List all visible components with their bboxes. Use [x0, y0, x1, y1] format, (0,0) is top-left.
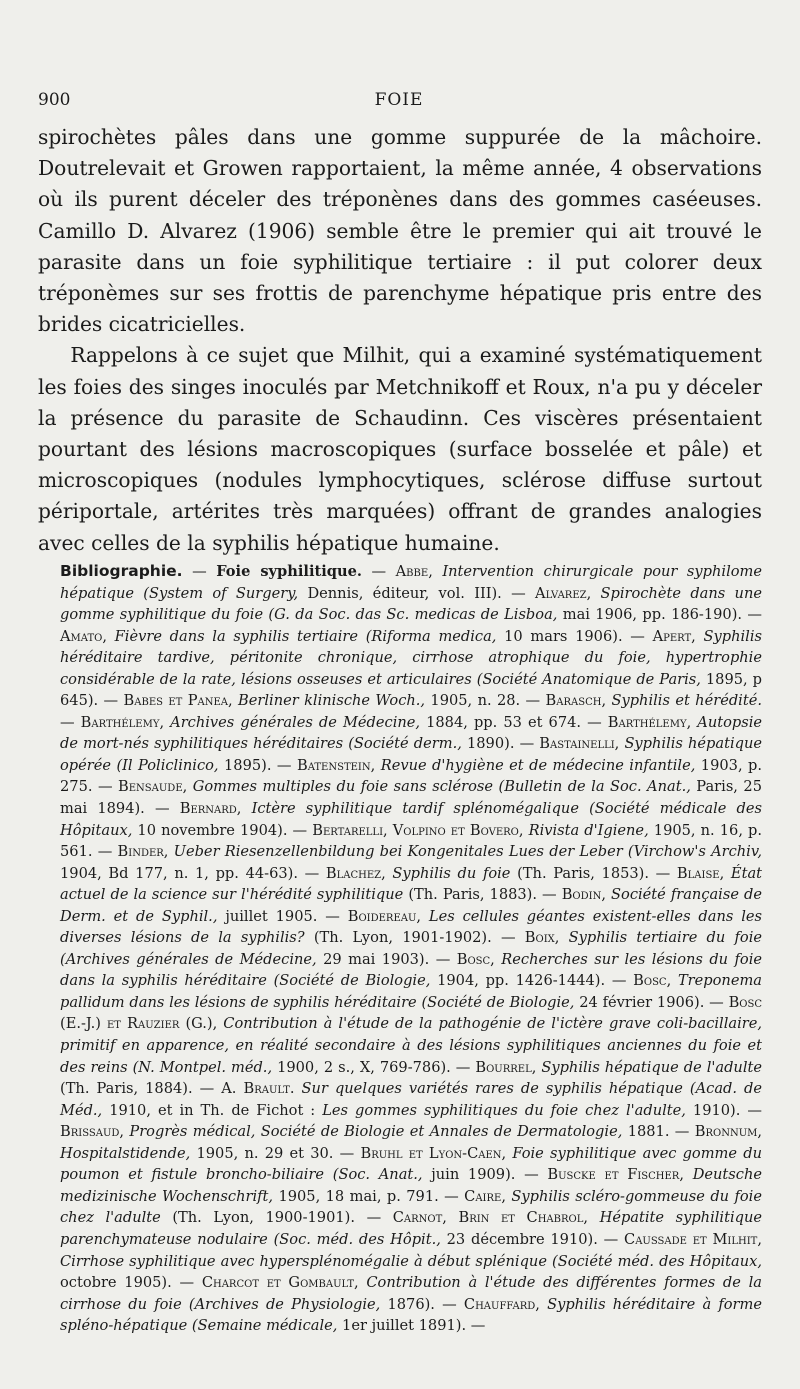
- entry-title: Syphilis héréditaire tardive, péritonite chronique, cirrhose atrophique du foie, hypertrophie considérable de la rate, lésions osseuses et articulaires (Société Anatomique de Paris,: [60, 627, 762, 688]
- entry-author: A. Brault: [221, 1080, 290, 1098]
- entry-separator: ,: [614, 735, 625, 753]
- entry-separator: ,: [757, 1123, 763, 1141]
- entry-author: Bosc: [456, 950, 491, 968]
- entry-separator: ,: [686, 713, 698, 731]
- entry-title: Gommes multiples du foie sans sclérose (Bulletin de la Soc. Anat.,: [192, 778, 691, 796]
- entry-title: Archives générales de Médecine,: [170, 713, 421, 731]
- entry-details: 1876). —: [380, 1295, 464, 1313]
- entry-title: Syphilis hépatique opérée (Il Policlinico,: [60, 735, 763, 774]
- entry-title: Hospitalstidende,: [60, 1144, 191, 1162]
- entry-title: Ictère syphilitique tardif splénomégalique (Société médicale des Hôpitaux,: [60, 800, 762, 839]
- entry-author: Batenstein: [296, 756, 371, 774]
- entry-title: Autopsie de mort-nés syphilitiques héréditaires (Société derm.,: [60, 713, 763, 753]
- entry-title: Treponema pallidum dans les lésions de syphilis héréditaire (Société de Biologie,: [60, 972, 763, 1011]
- entry-separator: ,: [691, 627, 704, 645]
- entry-title: État actuel de la science sur l'hérédité syphilitique: [60, 864, 763, 904]
- entry-details: 1903, p. 275. —: [60, 756, 763, 796]
- entry-separator: ,: [757, 1230, 762, 1248]
- paragraph: spirochètes pâles dans une gomme suppurée de la mâchoire. Doutrelevait et Growen rapportaient, la même année, 4 observations où ils purent déceler des tréponènes dans des gommes caséeuses. Camillo D. Alvarez (1906) semble être le premier qui ait trouvé le parasite dans un foie syphilitique tertiaire : il put colorer deux tréponèmes sur ses frottis de parenchyme hépatique pris entre des brides cicatricielles.: [38, 125, 762, 337]
- entry-details: 1890). —: [461, 735, 540, 753]
- entry-separator: ,: [719, 864, 731, 882]
- entry-separator: ,: [370, 756, 381, 774]
- entry-separator: ,: [416, 907, 429, 925]
- entry-author: Boix: [524, 929, 555, 947]
- entry-details: 10 novembre 1904). —: [132, 821, 313, 839]
- entry-details: 1884, pp. 53 et 674. —: [420, 713, 608, 731]
- page-header: [38, 90, 760, 114]
- bibliography-entry: [81, 714, 608, 731]
- entry-details: (Th. Lyon, 1900-1901). —: [160, 1209, 393, 1227]
- entry-title: Syphilis du foie: [392, 864, 511, 882]
- entry-author: Bastainelli: [539, 735, 615, 753]
- entry-separator: ,: [428, 563, 443, 580]
- entry-author: Bosc (E.-J.) et Rauzier (G.): [60, 993, 762, 1033]
- entry-separator: ,: [586, 584, 601, 602]
- entry-separator: ,: [535, 1295, 548, 1313]
- entry-separator: ,: [679, 1166, 693, 1184]
- entry-details: 1881. —: [622, 1123, 695, 1141]
- entry-author: Bensaude: [118, 778, 183, 796]
- entry-author: Barasch: [545, 692, 602, 710]
- entry-separator: ,: [159, 713, 171, 731]
- entry-details: Paris, 25 mai 1894). —: [60, 778, 762, 818]
- bibliography-entry: [60, 628, 653, 645]
- entry-separator: ,: [531, 1058, 542, 1076]
- entry-author: Alvarez: [535, 584, 587, 602]
- entry-separator: ,: [601, 886, 612, 904]
- entry-author: Bertarelli, Volpino et Bovero: [312, 821, 519, 839]
- entry-title: Revue d'hygiène et de médecine infantile,: [380, 756, 696, 774]
- entry-details: mai 1906, pp. 186-190). —: [557, 606, 762, 624]
- entry-details: —: [60, 713, 81, 731]
- entry-details: (Th. Paris, 1884). —: [60, 1080, 222, 1098]
- entry-separator: ,: [554, 929, 569, 947]
- entry-title: Syphilis scléro-gommeuse du foie chez l'adulte: [60, 1187, 762, 1227]
- entry-title: Hépatite syphilitique parenchymateuse nodulaire (Soc. méd. des Hôpit.,: [60, 1209, 762, 1248]
- entry-author: Bernard: [179, 800, 237, 818]
- running-head: FOIE: [374, 90, 424, 110]
- entry-author: Amato: [60, 627, 103, 645]
- entry-details: (Th. Paris, 1883). —: [403, 886, 562, 904]
- entry-separator: ,: [228, 692, 239, 710]
- entry-author: Blaise: [676, 864, 720, 882]
- entry-details: 1905, 18 mai, p. 791. —: [273, 1187, 465, 1205]
- entry-details: 1895). —: [218, 756, 297, 774]
- entry-details: 1895, p 645). —: [60, 670, 762, 710]
- entry-title: Syphilis hépatique de l'adulte: [541, 1058, 763, 1076]
- entry-title: Fièvre dans la syphilis tertiaire (Riforma medica,: [114, 627, 497, 645]
- entry-title: Recherches sur les lésions du foie dans la syphilis héréditaire (Société de Biologie,: [60, 950, 763, 990]
- entry-details: Dennis, éditeur, vol. III). —: [298, 584, 536, 602]
- entry-author: Brissaud: [60, 1123, 120, 1141]
- entry-author: Barthélemy: [607, 713, 687, 731]
- entry-separator: ,: [666, 972, 678, 990]
- entry-separator: ,: [583, 1209, 600, 1227]
- entry-title: Sur quelques variétés rares de syphilis hépatique (Acad. de Méd.,: [60, 1080, 763, 1119]
- entry-separator: ,: [163, 843, 174, 861]
- entry-details: 1910, et in Th. de Fichot :: [102, 1101, 323, 1119]
- body-text: [38, 122, 762, 559]
- entry-author: Blachez: [325, 864, 382, 882]
- entry-separator: ,: [501, 1187, 512, 1205]
- bibliography-entry: [322, 1102, 762, 1119]
- entry-details: 1904, Bd 177, n. 1, pp. 44-63). —: [60, 864, 326, 882]
- entry-author: Bourrel: [475, 1058, 532, 1076]
- entry-author: Carnot, Brin et Chabrol: [392, 1209, 584, 1227]
- entry-details: (Th. Paris, 1853). —: [510, 864, 677, 882]
- entry-title: Berliner klinische Woch.,: [238, 692, 426, 710]
- entry-title: Foie syphilitique avec gomme du poumon et fistule broncho-biliaire (Soc. Anat.,: [60, 1144, 762, 1184]
- entry-details: juillet 1905. —: [217, 907, 348, 925]
- entry-separator: ,: [518, 821, 529, 839]
- entry-separator: ,: [490, 950, 502, 968]
- entry-title: Syphilis tertiaire du foie (Archives générales de Médecine,: [60, 929, 762, 968]
- entry-author: Binder: [117, 843, 164, 861]
- bibliography-paragraph: Bibliographie. — Foie syphilitique. — Abbe, Intervention chirurgicale pour syphilome hépatique (System of Surgery, Dennis, éditeur, vol. III). — Alvarez, Spirochète dans une gomme syphilitique du foie (G. da Soc. das Sc. medicas de Lisboa, mai 1906, pp. 186-190). — Amato, Fièvre dans la syphilis tertiaire (Riforma medica, 10 mars 1906). — Apert, Syphilis héréditaire tardive, péritonite chronique, cirrhose atrophique du foie, hypertrophie considérable de la rate, lésions osseuses et articulaires (Société Anatomique de Paris, 1895, p 645). — Babes et Panea, Berliner klinische Woch., 1905, n. 28. — Barasch, Syphilis et hérédité. — Barthélemy, Archives générales de Médecine, 1884, pp. 53 et 674. — Barthélemy, Autopsie de mort-nés syphilitiques héréditaires (Société derm., 1890). — Bastainelli, Syphilis hépatique opérée (Il Policlinico, 1895). — Batenstein, Revue d'hygiène et de médecine infantile, 1903, p. 275. — Bensaude, Gommes multiples du foie sans sclérose (Bulletin de la Soc. Anat., Paris, 25 mai 1894). — Bernard, Ictère syphilitique tardif splénomégalique (Société médicale des Hôpitaux, 10 novembre 1904). — Bertarelli, Volpino et Bovero, Rivista d'Igiene, 1905, n. 16, p. 561. — Binder, Ueber Riesenzellenbildung bei Kongenitales Lues der Leber (Virchow's Archiv, 1904, Bd 177, n. 1, pp. 44-63). — Blachez, Syphilis du foie (Th. Paris, 1853). — Blaise, État actuel de la science sur l'hérédité syphilitique (Th. Paris, 1883). — Bodin, Société française de Derm. et de Syphil., juillet 1905. — Boidereau, Les cellules géantes existent-elles dans les diverses lésions de la syphilis? (Th. Lyon, 1901-1902). — Boix, Syphilis tertiaire du foie (Archives générales de Médecine, 29 mai 1903). — Bosc, Recherches sur les lésions du foie dans la syphilis héréditaire (Société de Biologie, 1904, pp. 1426-1444). — Bosc, Treponema pallidum dans les lésions de syphilis héréditaire (Société de Biologie, 24 février 1906). — Bosc (E.-J.) et Rauzier (G.), Contribution à l'étude de la pathogénie de l'ictère grave coli-bacillaire, primitif en apparence, en réalité secondaire à des lésions syphilitiques anciennes du foie et des reins (N. Montpel. méd., 1900, 2 s., X, 769-786). — Bourrel, Syphilis hépatique de l'adulte (Th. Paris, 1884). — A. Brault. Sur quelques variétés rares de syphilis hépatique (Acad. de Méd., 1910, et in Th. de Fichot : Les gommes syphilitiques du foie chez l'adulte, 1910). — Brissaud, Progrès médical, Société de Biologie et Annales de Dermatologie, 1881. — Bronnum, Hospitalstidende, 1905, n. 29 et 30. — Bruhl et Lyon-Caen, Foie syphilitique avec gomme du poumon et fistule broncho-biliaire (Soc. Anat., juin 1909). — Buscke et Fischer, Deutsche medizinische Wochenschrift, 1905, 18 mai, p. 791. — Caire, Syphilis scléro-gommeuse du foie chez l'adulte (Th. Lyon, 1900-1901). — Carnot, Brin et Chabrol, Hépatite syphilitique parenchymateuse nodulaire (Soc. méd. des Hôpit., 23 décembre 1910). — Caussade et Milhit, Cirrhose syphilitique avec hypersplénomégalie à début splénique (Société méd. des Hôpitaux, octobre 1905). — Charcot et Gombault, Contribution à l'étude des différentes formes de la cirrhose du foie (Archives de Physiologie, 1876). — Chauffard, Syphilis héréditaire à forme spléno-hépatique (Semaine médicale, 1er juillet 1891). —: [60, 562, 763, 1335]
- entry-title: Société française de Derm. et de Syphil.,: [60, 886, 763, 925]
- entry-details: 1905, n. 16, p. 561. —: [60, 821, 763, 861]
- bibliography-entry: [60, 1123, 695, 1140]
- entry-title: Rivista d'Igiene,: [528, 821, 649, 839]
- entry-author: Bosc: [633, 972, 667, 990]
- entry-details: 1900, 2 s., X, 769-786). —: [272, 1058, 476, 1076]
- entry-separator: ,: [601, 692, 612, 710]
- entry-details: 1904, pp. 1426-1444). —: [430, 972, 634, 990]
- bibliography-label: Bibliographie.: [60, 562, 183, 580]
- entry-author: Babes et Panea: [123, 692, 229, 710]
- entry-author: Charcot et Gombault: [201, 1274, 355, 1292]
- paragraph: Rappelons à ce sujet que Milhit, qui a examiné systématiquement les foies des singes inoculés par Metchnikoff et Roux, n'a pu y déceler la présence du parasite de Schaudinn. Ces viscères présentaient pourtant des lésions macroscopiques (surface bosselée et pâle) et microscopiques (nodules lymphocytiques, sclérose diffuse surtout périportale, artérites très marquées) offrant de grandes analogies avec celles de la syphilis hépatique humaine.: [38, 343, 762, 555]
- bibliography: [60, 561, 762, 1337]
- entry-author: Buscke et Fischer: [547, 1166, 680, 1184]
- entry-separator: ,: [182, 778, 193, 796]
- bibliography-subject: Foie syphilitique.: [216, 563, 362, 580]
- entry-author: Caussade et Milhit: [624, 1230, 758, 1248]
- bibliography-entry: [124, 692, 546, 709]
- entry-author: Caire: [464, 1187, 502, 1205]
- entry-details: 1er juillet 1891). —: [337, 1317, 486, 1335]
- entry-author: Bodin: [561, 886, 602, 904]
- entry-separator: ,: [102, 627, 115, 645]
- entry-separator: ,: [212, 1015, 224, 1033]
- entry-author: Apert: [652, 627, 692, 645]
- entry-title: Spirochète dans une gomme syphilitique du foie (G. da Soc. das Sc. medicas de Lisboa,: [60, 584, 762, 624]
- entry-details: juin 1909). —: [422, 1166, 548, 1184]
- entry-separator: ,: [119, 1123, 130, 1141]
- entry-title: Ueber Riesenzellenbildung bei Kongenitales Lues der Leber (Virchow's Archiv,: [173, 843, 762, 861]
- entry-separator: ,: [236, 800, 252, 818]
- entry-author: Bronnum: [694, 1123, 758, 1141]
- entry-separator: ,: [501, 1144, 513, 1162]
- entry-details: 24 février 1906). —: [574, 993, 729, 1011]
- entry-details: 1905, n. 28. —: [425, 692, 546, 710]
- entry-title: Intervention chirurgicale pour syphilome hépatique (System of Surgery,: [60, 563, 762, 602]
- entry-details: 10 mars 1906). —: [496, 627, 653, 645]
- entry-details: 1910). —: [685, 1101, 762, 1119]
- entry-separator: .: [289, 1080, 302, 1098]
- entry-author: Barthélemy: [80, 713, 160, 731]
- page-number: 900: [38, 90, 71, 110]
- entry-title: Les cellules géantes existent-elles dans les diverses lésions de la syphilis?: [60, 907, 763, 947]
- entry-details: (Th. Lyon, 1901-1902). —: [304, 929, 525, 947]
- entry-separator: ,: [354, 1274, 367, 1292]
- bibliography-entry: [326, 865, 677, 882]
- entry-details: octobre 1905). —: [60, 1274, 202, 1292]
- entry-title: Cirrhose syphilitique avec hypersplénomégalie à début splénique (Société méd. des Hôpitaux,: [60, 1252, 762, 1270]
- entry-title: Les gommes syphilitiques du foie chez l'adulte,: [322, 1101, 686, 1119]
- entry-title: Syphilis héréditaire à forme spléno-hépatique (Semaine médicale,: [60, 1295, 762, 1335]
- entry-author: Chauffard: [463, 1295, 536, 1313]
- entry-title: Syphilis et hérédité.: [611, 692, 762, 710]
- entry-author: Boidereau: [347, 907, 417, 925]
- entry-author: Abbe: [395, 563, 429, 580]
- entry-title: Deutsche medizinische Wochenschrift,: [60, 1166, 762, 1205]
- entry-details: 29 mai 1903). —: [316, 950, 457, 968]
- entry-title: Progrès médical, Société de Biologie et Annales de Dermatologie,: [129, 1123, 623, 1141]
- entry-title: Contribution à l'étude des différentes formes de la cirrhose du foie (Archives de Physiologie,: [60, 1274, 763, 1313]
- entry-details: 1905, n. 29 et 30. —: [190, 1144, 361, 1162]
- entry-separator: ,: [381, 864, 393, 882]
- entry-author: Bruhl et Lyon-Caen: [360, 1144, 502, 1162]
- entry-details: 23 décembre 1910). —: [440, 1230, 625, 1248]
- entry-title: Contribution à l'étude de la pathogénie de l'ictère grave coli-bacillaire, primitif en apparence, en réalité secondaire à des lésions syphilitiques anciennes du foie et des reins (N. Montpel. méd.,: [60, 1015, 762, 1076]
